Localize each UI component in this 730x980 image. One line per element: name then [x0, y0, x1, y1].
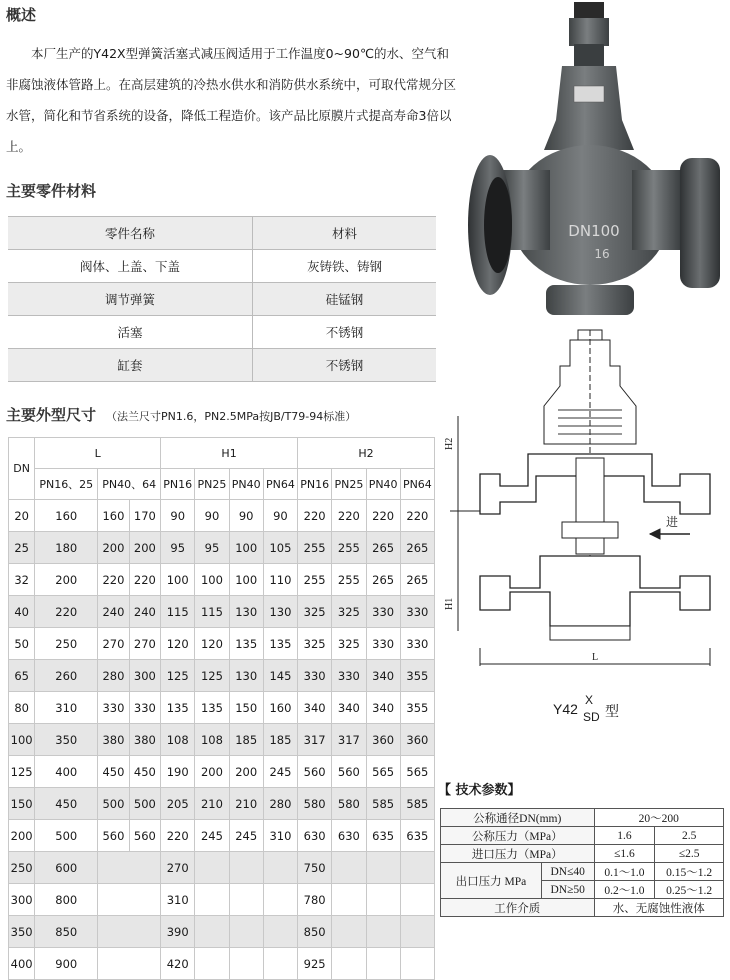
table-cell: 450 [98, 756, 129, 788]
dn-cell: 40 [9, 596, 35, 628]
dimensions-title [6, 404, 356, 425]
materials-title: 主要零件材料 [6, 182, 97, 200]
table-cell [332, 948, 366, 980]
spring-neck [574, 44, 604, 66]
table-cell: 135 [161, 692, 195, 724]
model-prefix: Y42 [553, 701, 578, 717]
table-cell: 硅锰钢 [252, 283, 436, 316]
table-cell: 585 [366, 788, 400, 820]
table-cell: 190 [161, 756, 195, 788]
tech-label: 工作介质 [441, 899, 595, 917]
table-cell [229, 852, 263, 884]
table-cell: 240 [129, 596, 160, 628]
body-lower-wall [480, 556, 710, 626]
table-cell: 180 [35, 532, 98, 564]
tech-value: 20～200 [594, 809, 723, 827]
table-cell [400, 916, 434, 948]
table-header-row [9, 438, 435, 469]
tech-table [440, 808, 724, 917]
table-cell: 310 [263, 820, 297, 852]
table-row [8, 250, 436, 283]
table-row [9, 596, 435, 628]
table-cell: 360 [400, 724, 434, 756]
table-cell [263, 884, 297, 916]
left-bore [484, 177, 512, 273]
model-sup: X [585, 693, 594, 707]
table-cell: 500 [35, 820, 98, 852]
table-cell [366, 948, 400, 980]
table-cell: 580 [332, 788, 366, 820]
table-row [9, 660, 435, 692]
table-cell: 270 [161, 852, 195, 884]
table-cell: 280 [98, 660, 129, 692]
dn-cell: 100 [9, 724, 35, 756]
table-cell: 565 [366, 756, 400, 788]
table-cell: 220 [129, 564, 160, 596]
table-cell: 210 [229, 788, 263, 820]
table-cell: 500 [98, 788, 129, 820]
table-cell: 活塞 [8, 316, 252, 349]
subheader: PN16、25 [35, 469, 98, 500]
table-row [9, 788, 435, 820]
table-cell: 210 [195, 788, 229, 820]
table-cell: 355 [400, 660, 434, 692]
table-cell: 900 [35, 948, 98, 980]
table-cell: 108 [195, 724, 229, 756]
dn-cell: 80 [9, 692, 35, 724]
table-cell: 220 [400, 500, 434, 532]
table-cell: 105 [263, 532, 297, 564]
dn-cell: 300 [9, 884, 35, 916]
model-sub: SD [583, 710, 600, 724]
table-cell: 160 [35, 500, 98, 532]
table-row [8, 316, 436, 349]
l-label: L [592, 652, 599, 663]
table-row [9, 500, 435, 532]
table-cell: 95 [195, 532, 229, 564]
table-cell: 390 [161, 916, 195, 948]
table-cell: 850 [35, 916, 98, 948]
casting-mark: DN100 [568, 222, 620, 240]
table-cell: 220 [35, 596, 98, 628]
table-cell: 325 [298, 628, 332, 660]
table-cell: 100 [229, 532, 263, 564]
table-cell: 325 [332, 628, 366, 660]
table-cell: 255 [332, 532, 366, 564]
table-cell: 330 [98, 692, 129, 724]
table-cell: 220 [98, 564, 129, 596]
table-row [8, 283, 436, 316]
outlet-neck [632, 170, 680, 250]
dn-cell: 150 [9, 788, 35, 820]
dn-cell: 32 [9, 564, 35, 596]
table-cell: 245 [229, 820, 263, 852]
table-cell: 580 [298, 788, 332, 820]
table-cell [229, 916, 263, 948]
table-cell: 90 [195, 500, 229, 532]
table-cell: 205 [161, 788, 195, 820]
table-row [9, 564, 435, 596]
model-label [553, 693, 619, 724]
table-cell [229, 948, 263, 980]
table-cell: 130 [229, 596, 263, 628]
table-cell: 350 [35, 724, 98, 756]
table-cell: 850 [298, 916, 332, 948]
table-row [441, 899, 724, 917]
table-cell [400, 852, 434, 884]
table-cell: 600 [35, 852, 98, 884]
table-cell: 340 [366, 692, 400, 724]
casting-mark-sub: 16 [594, 247, 610, 261]
table-cell: 145 [263, 660, 297, 692]
dn-cell: 25 [9, 532, 35, 564]
table-cell: 200 [35, 564, 98, 596]
table-cell [332, 884, 366, 916]
table-cell: 220 [332, 500, 366, 532]
table-cell: 780 [298, 884, 332, 916]
table-cell: 270 [129, 628, 160, 660]
tech-sublabel: DN≥50 [541, 881, 594, 899]
table-row [9, 884, 435, 916]
dimensions-note: （法兰尺寸PN1.6，PN2.5MPa按JB/T79-94标准） [106, 410, 357, 423]
table-row [9, 756, 435, 788]
table-cell: 325 [298, 596, 332, 628]
table-cell: 160 [98, 500, 129, 532]
table-row [8, 349, 436, 382]
dn-cell: 65 [9, 660, 35, 692]
table-cell: 不锈钢 [252, 349, 436, 382]
tech-value: ≤1.6 [594, 845, 655, 863]
table-cell: 330 [366, 628, 400, 660]
table-cell [366, 916, 400, 948]
table-cell: 100 [229, 564, 263, 596]
table-cell: 185 [229, 724, 263, 756]
subheader: PN40 [229, 469, 263, 500]
table-cell [263, 916, 297, 948]
table-cell: 330 [400, 628, 434, 660]
table-cell [366, 884, 400, 916]
table-cell: 250 [35, 628, 98, 660]
table-cell: 925 [298, 948, 332, 980]
table-cell [98, 884, 161, 916]
table-row [9, 628, 435, 660]
table-cell: 310 [35, 692, 98, 724]
table-cell [400, 948, 434, 980]
table-cell: 630 [332, 820, 366, 852]
table-cell: 340 [332, 692, 366, 724]
table-cell: 355 [400, 692, 434, 724]
table-cell: 135 [263, 628, 297, 660]
table-cell: 90 [263, 500, 297, 532]
table-cell: 265 [366, 564, 400, 596]
table-cell: 450 [35, 788, 98, 820]
header-l: L [35, 438, 161, 469]
flow-arrow-head [650, 529, 660, 539]
table-cell: 125 [161, 660, 195, 692]
subheader: PN40 [366, 469, 400, 500]
table-row [9, 948, 435, 980]
tech-value: 0.25～1.2 [655, 881, 724, 899]
table-cell: 635 [366, 820, 400, 852]
sectional-drawing [440, 326, 730, 666]
subheader: PN16 [298, 469, 332, 500]
table-cell: 115 [195, 596, 229, 628]
adjust-cap [574, 2, 604, 20]
table-cell: 360 [366, 724, 400, 756]
table-cell: 阀体、上盖、下盖 [8, 250, 252, 283]
materials-table [8, 216, 436, 382]
table-cell [195, 884, 229, 916]
table-cell: 330 [298, 660, 332, 692]
h1-label: H1 [444, 597, 455, 610]
table-cell: 200 [98, 532, 129, 564]
dn-cell: 50 [9, 628, 35, 660]
table-cell [332, 852, 366, 884]
header-dn: DN [9, 438, 35, 500]
table-cell: 317 [332, 724, 366, 756]
subheader: PN25 [332, 469, 366, 500]
table-cell: 245 [263, 756, 297, 788]
table-cell: 130 [263, 596, 297, 628]
table-cell: 95 [161, 532, 195, 564]
table-cell: 280 [263, 788, 297, 820]
table-cell: 255 [298, 532, 332, 564]
dimensions-title-text: 主要外型尺寸 [6, 406, 97, 424]
tech-value: 0.15～1.2 [655, 863, 724, 881]
tech-title: 【 技术参数】 [438, 783, 521, 798]
tech-label: 出口压力 MPa [441, 863, 542, 899]
table-cell: 130 [229, 660, 263, 692]
table-row [9, 852, 435, 884]
table-cell: 340 [366, 660, 400, 692]
subheader: PN64 [263, 469, 297, 500]
subheader: PN40、64 [98, 469, 161, 500]
table-row [9, 820, 435, 852]
tech-sublabel: DN≤40 [541, 863, 594, 881]
table-cell: 不锈钢 [252, 316, 436, 349]
table-row [8, 217, 436, 250]
table-cell [263, 852, 297, 884]
table-cell: 90 [161, 500, 195, 532]
table-row [441, 827, 724, 845]
table-cell: 100 [195, 564, 229, 596]
table-row [9, 916, 435, 948]
table-cell: 220 [161, 820, 195, 852]
tech-value: 2.5 [655, 827, 724, 845]
nameplate [574, 86, 604, 102]
table-cell [332, 916, 366, 948]
table-cell: 缸套 [8, 349, 252, 382]
table-cell: 560 [129, 820, 160, 852]
tech-value: 0.1～1.0 [594, 863, 655, 881]
table-cell: 325 [332, 596, 366, 628]
bottom-cover [546, 285, 634, 315]
table-cell: 400 [35, 756, 98, 788]
table-cell: 630 [298, 820, 332, 852]
dn-cell: 125 [9, 756, 35, 788]
tech-label: 公称压力（MPa） [441, 827, 595, 845]
tech-value: 水、无腐蚀性液体 [594, 899, 723, 917]
table-cell: 560 [298, 756, 332, 788]
table-cell: 560 [98, 820, 129, 852]
table-cell: 185 [263, 724, 297, 756]
tech-value: 0.2～1.0 [594, 881, 655, 899]
model-suffix: 型 [605, 703, 619, 719]
piston-stem [576, 458, 604, 554]
table-cell: 200 [129, 532, 160, 564]
table-cell [263, 948, 297, 980]
table-cell: 100 [161, 564, 195, 596]
table-cell [229, 884, 263, 916]
bottom-cover-drawing [550, 626, 630, 640]
table-cell: 265 [400, 532, 434, 564]
table-cell: 585 [400, 788, 434, 820]
table-subheader-row [9, 469, 435, 500]
header-h1: H1 [161, 438, 298, 469]
piston-disc [562, 522, 618, 538]
tech-label: 公称通径DN(mm) [441, 809, 595, 827]
table-cell: 380 [129, 724, 160, 756]
table-cell: 150 [229, 692, 263, 724]
table-cell: 125 [195, 660, 229, 692]
table-cell: 220 [298, 500, 332, 532]
table-row [9, 692, 435, 724]
table-cell: 260 [35, 660, 98, 692]
bonnet [544, 66, 634, 150]
table-cell: 330 [366, 596, 400, 628]
table-cell: 120 [161, 628, 195, 660]
header-h2: H2 [298, 438, 435, 469]
table-row [441, 863, 724, 881]
table-cell: 750 [298, 852, 332, 884]
table-cell: 200 [195, 756, 229, 788]
table-cell: 500 [129, 788, 160, 820]
materials-header-material: 材料 [252, 217, 436, 250]
table-cell: 420 [161, 948, 195, 980]
table-row [9, 724, 435, 756]
table-cell: 135 [195, 692, 229, 724]
table-cell: 270 [98, 628, 129, 660]
table-cell: 317 [298, 724, 332, 756]
right-flange [680, 158, 720, 288]
table-cell: 635 [400, 820, 434, 852]
table-cell: 灰铸铁、铸钢 [252, 250, 436, 283]
table-cell: 255 [332, 564, 366, 596]
table-cell: 240 [98, 596, 129, 628]
tech-value: ≤2.5 [655, 845, 724, 863]
table-cell: 108 [161, 724, 195, 756]
table-cell [195, 948, 229, 980]
table-cell: 170 [129, 500, 160, 532]
overview-paragraph: 本厂生产的Y42X型弹簧活塞式减压阀适用于工作温度0~90℃的水、空气和非腐蚀液体管路上。在高层建筑的冷热水供水和消防供水系统中，可取代常规分区水管，简化和节省系统的设备，降低工程造价。该产品比原膜片式提高寿命3倍以上。 [6, 46, 457, 154]
table-cell: 90 [229, 500, 263, 532]
table-cell: 380 [98, 724, 129, 756]
tech-label: 进口压力（MPa） [441, 845, 595, 863]
table-cell: 800 [35, 884, 98, 916]
table-cell: 135 [229, 628, 263, 660]
table-cell [98, 916, 161, 948]
tech-value: 1.6 [594, 827, 655, 845]
table-cell [400, 884, 434, 916]
table-row [441, 809, 724, 827]
table-cell: 265 [366, 532, 400, 564]
table-cell: 330 [332, 660, 366, 692]
table-cell: 330 [129, 692, 160, 724]
inlet-label: 进 [666, 515, 679, 529]
dimensions-body [9, 500, 435, 980]
table-cell: 330 [400, 596, 434, 628]
table-cell: 265 [400, 564, 434, 596]
dimensions-table [8, 437, 435, 980]
table-cell: 300 [129, 660, 160, 692]
h2-label: H2 [444, 437, 455, 450]
table-cell [98, 852, 161, 884]
subheader: PN16 [161, 469, 195, 500]
dn-cell: 400 [9, 948, 35, 980]
valve-photo [462, 0, 722, 330]
materials-header-part: 零件名称 [8, 217, 252, 250]
table-cell: 115 [161, 596, 195, 628]
table-cell: 310 [161, 884, 195, 916]
table-cell: 160 [263, 692, 297, 724]
table-cell: 调节弹簧 [8, 283, 252, 316]
dn-cell: 350 [9, 916, 35, 948]
table-cell: 565 [400, 756, 434, 788]
table-cell: 120 [195, 628, 229, 660]
table-cell: 255 [298, 564, 332, 596]
table-cell: 340 [298, 692, 332, 724]
table-cell: 220 [366, 500, 400, 532]
table-cell [98, 948, 161, 980]
table-cell: 245 [195, 820, 229, 852]
table-cell: 560 [332, 756, 366, 788]
table-cell: 200 [229, 756, 263, 788]
adjust-nut [569, 18, 609, 46]
subheader: PN25 [195, 469, 229, 500]
overview-title: 概述 [6, 6, 37, 24]
table-cell: 450 [129, 756, 160, 788]
table-cell [195, 916, 229, 948]
table-cell: 110 [263, 564, 297, 596]
table-cell [195, 852, 229, 884]
table-row [9, 532, 435, 564]
table-cell [366, 852, 400, 884]
table-row [441, 845, 724, 863]
dn-cell: 250 [9, 852, 35, 884]
spring-housing [544, 340, 636, 444]
dn-cell: 20 [9, 500, 35, 532]
subheader: PN64 [400, 469, 434, 500]
dn-cell: 200 [9, 820, 35, 852]
